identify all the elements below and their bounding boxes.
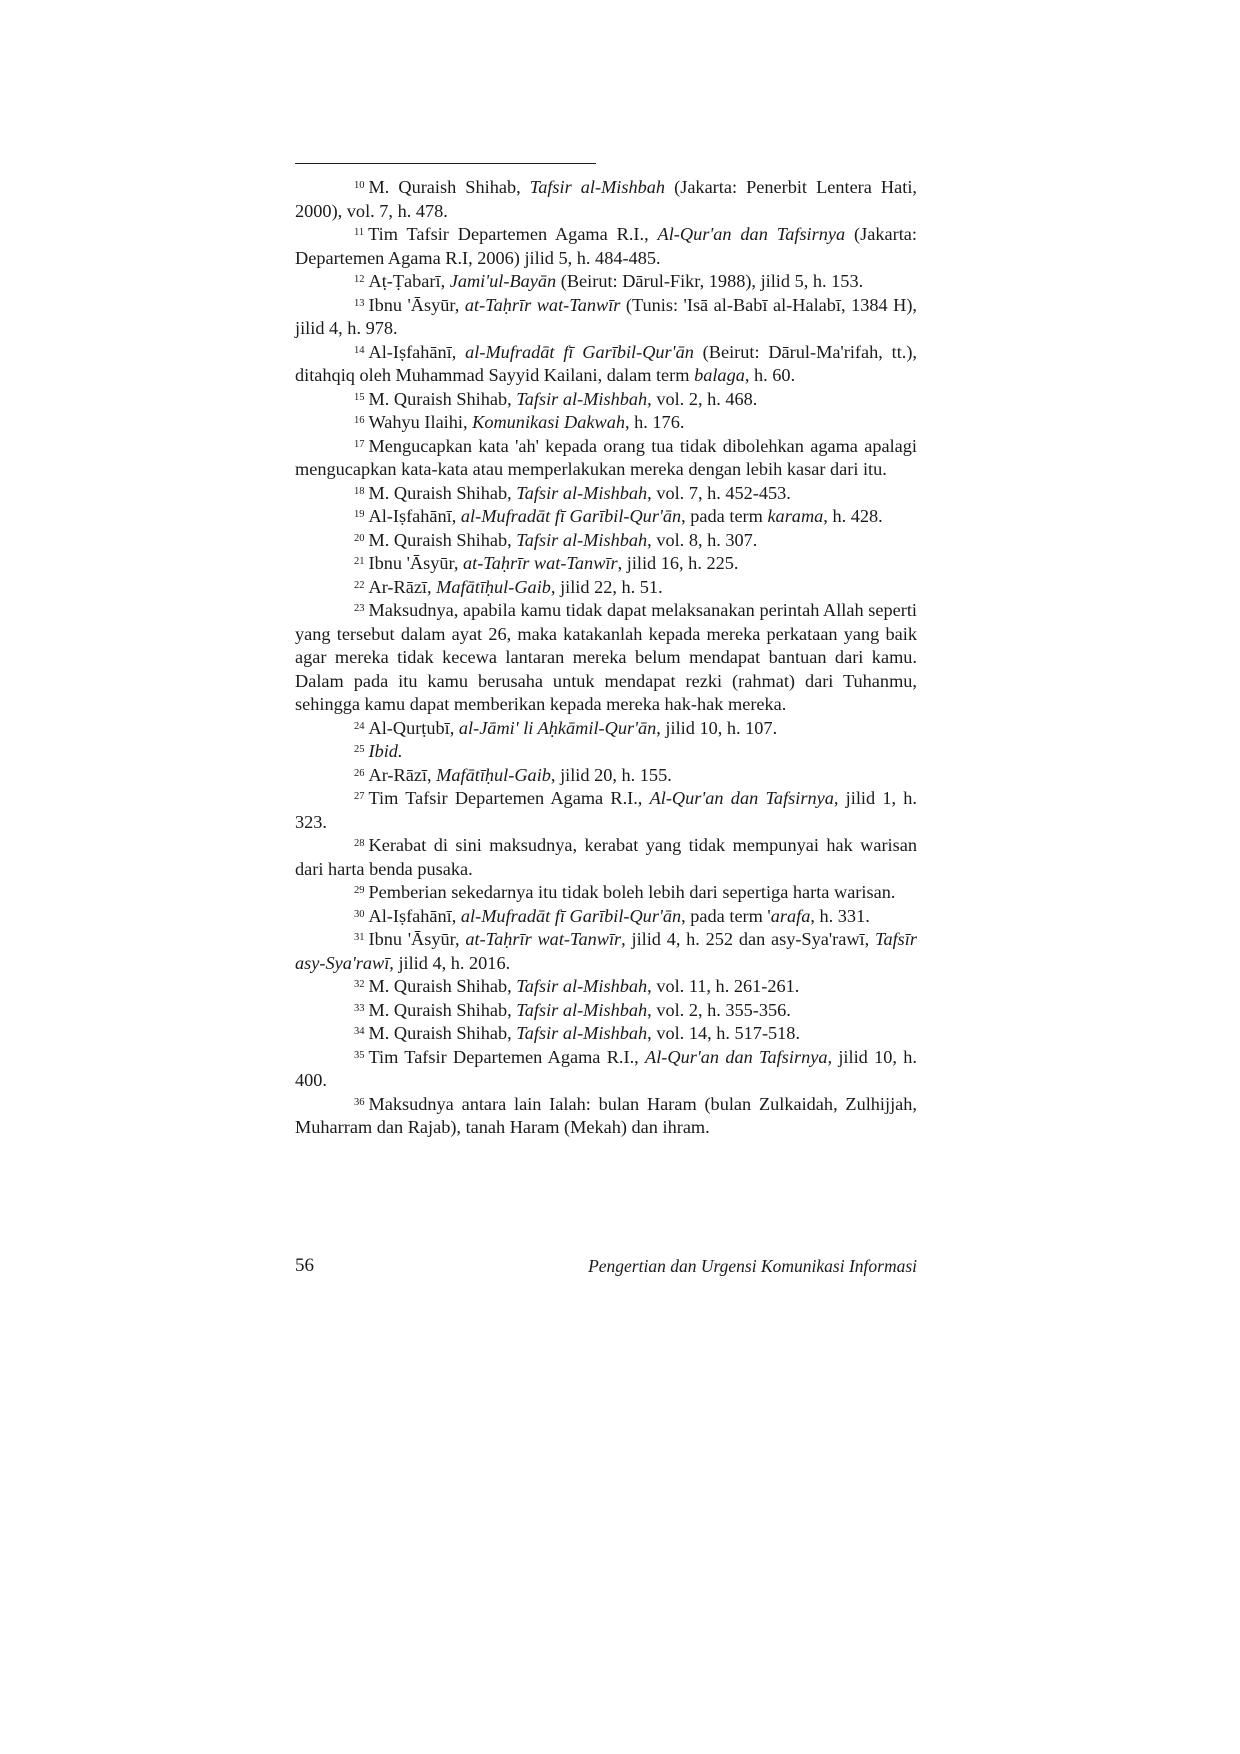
- footnote-number: 24: [354, 720, 365, 732]
- footnote-33: [295, 999, 917, 1023]
- footnote-16: [295, 411, 917, 435]
- footnote-text: , vol. 7, h. 452-453.: [647, 482, 791, 503]
- footnote-27: [295, 787, 917, 834]
- footnote-text: Kerabat di sini maksudnya, kerabat yang tidak mempunyai hak warisan dari harta benda pusaka.: [295, 835, 917, 879]
- footnote-text: , jilid 22, h. 51.: [550, 576, 663, 597]
- footnote-number: 18: [354, 485, 365, 497]
- footnote-17: [295, 435, 917, 482]
- footnote-text: Al-Iṣfahānī,: [368, 905, 461, 926]
- footnote-number: 10: [354, 180, 365, 191]
- footnote-separator: [295, 163, 596, 164]
- footnote-italic-text: Al-Qur'an dan Tafsirnya: [657, 224, 846, 244]
- footnote-italic-text: Ibid.: [368, 741, 403, 761]
- footnote-italic-text: Tafsir al-Mishbah: [516, 482, 648, 503]
- footnote-text: (Beirut: Dārul-Ma'rifah, tt.), ditahqiq oleh Muhammad Sayyid Kailani, dalam term: [295, 341, 918, 385]
- footnote-text: M. Quraish Shihab,: [368, 388, 517, 409]
- footnote-text: Wahyu Ilaihi,: [368, 412, 473, 432]
- footnote-italic-text: al-Mufradāt fī Garībil-Qur'ān: [460, 905, 682, 926]
- footnote-34: [295, 1022, 917, 1046]
- footnote-number: 31: [354, 932, 365, 943]
- footnote-text: jilid 1, h. 323.: [295, 788, 917, 832]
- footnote-italic-text: Tafsir al-Mishbah: [516, 1023, 648, 1043]
- footnote-text: Pemberian sekedarnya itu tidak boleh lebih dari sepertiga harta warisan.: [368, 882, 896, 902]
- footnote-text: , h. 176.: [624, 412, 685, 432]
- footnote-15: [295, 388, 917, 412]
- footnote-29: [295, 881, 917, 905]
- footnote-text: Maksudnya, apabila kamu tidak dapat melaksanakan perintah Allah seperti yang tersebut dalam ayat 26, maka katakanlah kepada mereka perkataan yang baik agar mereka tidak kecewa lantaran mereka belum mendapat bantuan dari kamu. Dalam pada itu kamu berusaha untuk mendapat rezki (rahmat) dari Tuhanmu, sehingga kamu dapat memberikan kepada mereka hak-hak mereka.: [295, 600, 917, 714]
- footnote-italic-text: Al-Qur'an dan Tafsirnya,: [645, 1046, 833, 1067]
- footnote-18: [295, 482, 917, 506]
- footnote-text: Ibnu 'Āsyūr,: [368, 294, 465, 315]
- footnote-italic-text: al-Mufradāt fī Garībil-Qur'ān: [465, 341, 694, 362]
- footnote-text: , vol. 11, h. 261-261.: [647, 976, 800, 996]
- footnote-text: , jilid 10, h. 107.: [656, 717, 778, 738]
- footnote-number: 30: [354, 908, 365, 920]
- footnote-number: 13: [354, 297, 365, 309]
- footnote-italic-text: at-Taḥrīr wat-Tanwīr: [462, 553, 618, 573]
- footnote-italic-text: al-Jāmi' li Aḥkāmil-Qur'ān: [458, 717, 657, 738]
- footnote-number: 34: [354, 1026, 365, 1037]
- footnote-text: Ar-Rāzī,: [368, 764, 437, 785]
- footnote-italic-text: Mafātīḥul-Gaib: [436, 576, 551, 597]
- footnote-text: , h. 60.: [744, 365, 796, 385]
- footnote-text: , vol. 8, h. 307.: [647, 529, 758, 550]
- footnote-text: M. Quraish Shihab,: [368, 1023, 517, 1043]
- footnote-number: 28: [354, 838, 365, 849]
- footnote-11: [295, 223, 917, 270]
- footnotes-section: [295, 176, 917, 1140]
- footnote-number: 20: [354, 532, 365, 544]
- footnote-number: 21: [354, 556, 365, 567]
- footnote-number: 23: [354, 603, 365, 614]
- footnote-italic-text: arafa: [770, 905, 811, 926]
- footnote-text: Al-Qurṭubī,: [368, 717, 459, 738]
- footnote-number: 27: [354, 791, 365, 802]
- footnote-text: Al-Iṣfahānī,: [368, 341, 466, 362]
- footnote-italic-text: at-Taḥrīr wat-Tanwīr: [464, 294, 621, 315]
- footnote-italic-text: Jami'ul-Bayān: [449, 271, 557, 291]
- footnote-number: 29: [354, 885, 365, 896]
- footnote-20: [295, 529, 917, 553]
- footnote-text: , vol. 2, h. 355-356.: [647, 999, 791, 1020]
- footnote-text: , pada term ': [681, 905, 771, 926]
- footnote-19: [295, 505, 917, 529]
- footnote-text: M. Quraish Shihab,: [368, 482, 517, 503]
- footnote-text: M. Quraish Shihab,: [368, 529, 517, 550]
- footnote-text: , jilid 20, h. 155.: [550, 764, 672, 785]
- footnote-italic-text: Tafsir al-Mishbah: [529, 177, 666, 197]
- footnote-text: Tim Tafsir Departemen Agama R.I.,: [368, 788, 650, 808]
- footnote-text: , jilid 4, h. 2016.: [389, 952, 511, 973]
- footnote-italic-text: al-Mufradāt fī Garībil-Qur'ān: [460, 506, 682, 526]
- footnote-25: [295, 740, 917, 764]
- footnote-23: [295, 599, 917, 717]
- footnote-text: , h. 428.: [823, 506, 883, 526]
- page-number: 56: [295, 1255, 314, 1276]
- running-title: Pengertian dan Urgensi Komunikasi Informasi: [588, 1256, 917, 1276]
- footnote-text: Mengucapkan kata 'ah' kepada orang tua tidak dibolehkan agama apalagi mengucapkan kata-kata atau memperlakukan mereka dengan lebih kasar dari itu.: [295, 435, 917, 479]
- footnote-text: jilid 10, h. 400.: [295, 1046, 917, 1090]
- footnote-text: , jilid 4, h. 252 dan asy-Sya'rawī,: [621, 929, 875, 949]
- footnote-21: [295, 552, 917, 576]
- footnote-text: , h. 331.: [810, 905, 870, 926]
- footnote-italic-text: at-Taḥrīr wat-Tanwīr: [465, 929, 622, 949]
- footnote-number: 15: [354, 391, 365, 403]
- footnote-number: 36: [354, 1096, 365, 1108]
- footnote-italic-text: Tafsir al-Mishbah: [516, 999, 648, 1020]
- footnote-number: 22: [354, 579, 365, 591]
- footnote-number: 16: [354, 415, 365, 426]
- footnote-text: Ar-Rāzī,: [368, 576, 437, 597]
- footnote-text: M. Quraish Shihab,: [368, 976, 517, 996]
- footnote-22: [295, 576, 917, 600]
- footnote-italic-text: karama: [767, 506, 824, 526]
- footnote-italic-text: balaga: [694, 365, 745, 385]
- footnote-text: Ibnu 'Āsyūr,: [368, 929, 466, 949]
- footnote-italic-text: Tafsir al-Mishbah: [516, 388, 648, 409]
- footnote-30: [295, 905, 917, 929]
- footnote-number: 32: [354, 979, 365, 990]
- footnote-12: [295, 270, 917, 294]
- footnote-number: 14: [354, 344, 365, 356]
- footnote-number: 35: [354, 1049, 365, 1061]
- footnote-text: Tim Tafsir Departemen Agama R.I.,: [368, 1046, 646, 1067]
- footnote-text: (Jakarta: Penerbit Lentera Hati, 2000), vol. 7, h. 478.: [295, 177, 917, 221]
- footnote-14: [295, 341, 917, 388]
- footnote-text: M. Quraish Shihab,: [368, 999, 517, 1020]
- footnote-13: [295, 294, 917, 341]
- footnote-text: , vol. 2, h. 468.: [647, 388, 758, 409]
- footnote-italic-text: Tafsir al-Mishbah: [516, 976, 648, 996]
- footnote-35: [295, 1046, 917, 1093]
- footnote-number: 26: [354, 767, 365, 779]
- footnote-text: Al-Iṣfahānī,: [368, 506, 461, 526]
- footnote-text: M. Quraish Shihab,: [368, 177, 530, 197]
- footnote-28: [295, 834, 917, 881]
- footnote-italic-text: Komunikasi Dakwah: [472, 412, 625, 432]
- footnote-text: (Tunis: 'Isā al-Babī al-Halabī, 1384 H), jilid 4, h. 978.: [295, 294, 917, 338]
- footnote-text: (Beirut: Dārul-Fikr, 1988), jilid 5, h. 153.: [556, 271, 864, 291]
- footnote-text: Tim Tafsir Departemen Agama R.I.,: [368, 224, 658, 244]
- footnote-10: [295, 176, 917, 223]
- footnote-32: [295, 975, 917, 999]
- footnote-italic-text: Mafātīḥul-Gaib: [436, 764, 551, 785]
- footnote-text: Ibnu 'Āsyūr,: [368, 553, 463, 573]
- footnote-italic-text: Tafsir al-Mishbah: [516, 529, 648, 550]
- footnote-italic-text: Tafsīr asy-Sya'rawī: [295, 929, 917, 973]
- footnote-36: [295, 1093, 917, 1140]
- footnote-26: [295, 764, 917, 788]
- footnote-text: , jilid 16, h. 225.: [617, 553, 739, 573]
- footnote-text: , pada term: [681, 506, 768, 526]
- footnote-31: [295, 928, 917, 975]
- footnote-text: Maksudnya antara lain Ialah: bulan Haram (bulan Zulkaidah, Zulhijjah, Muharram dan Rajab), tanah Haram (Mekah) dan ihram.: [295, 1093, 917, 1137]
- footnote-24: [295, 717, 917, 741]
- footnote-text: Aṭ-Ṭabarī,: [368, 271, 450, 291]
- footnote-number: 11: [354, 227, 365, 238]
- footnote-number: 33: [354, 1002, 365, 1014]
- footnote-number: 17: [354, 438, 365, 450]
- footnote-number: 25: [354, 744, 365, 755]
- footnote-text: (Jakarta: Departemen Agama R.I, 2006) jilid 5, h. 484-485.: [295, 224, 917, 268]
- footnote-number: 19: [354, 509, 365, 520]
- footnote-italic-text: Al-Qur'an dan Tafsirnya,: [649, 788, 839, 808]
- footnote-text: , vol. 14, h. 517-518.: [647, 1023, 801, 1043]
- footnote-number: 12: [354, 274, 365, 285]
